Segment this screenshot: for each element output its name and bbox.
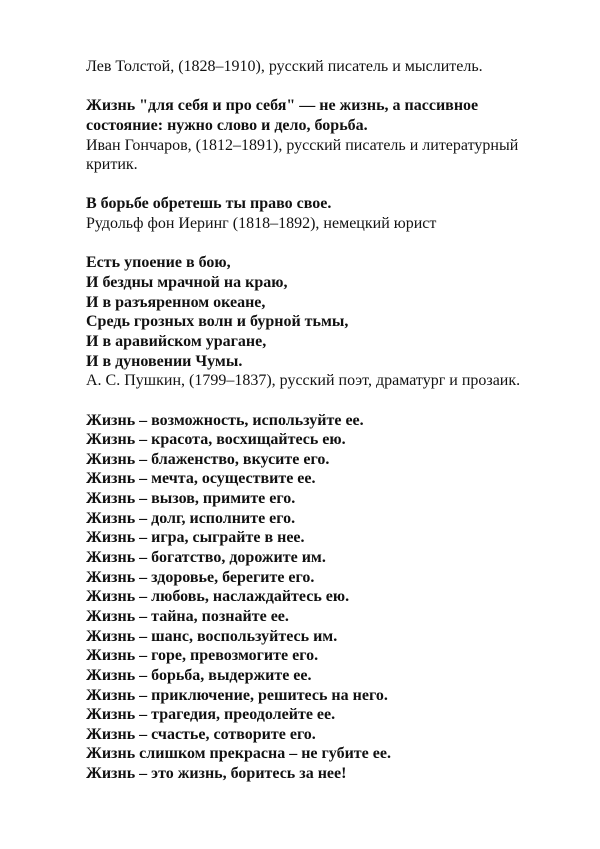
life-line: Жизнь – трагедия, преодолейте ее. bbox=[86, 706, 336, 724]
attribution-tolstoy: Лев Толстой, (1828–1910), русский писатель и мыслитель. bbox=[86, 58, 483, 75]
quote-goncharov-line: Жизнь "для себя и про себя" — не жизнь, а пассивное bbox=[86, 97, 479, 115]
attribution-iering: Рудольф фон Иеринг (1818–1892), немецкий юрист bbox=[86, 215, 437, 233]
life-line: Жизнь – любовь, наслаждайтесь ею. bbox=[86, 588, 350, 606]
life-line: Жизнь – мечта, осуществите ее. bbox=[86, 470, 316, 488]
life-list bbox=[86, 411, 586, 784]
life-line: Жизнь – тайна, познайте ее. bbox=[86, 607, 289, 625]
attribution-goncharov: критик. bbox=[86, 156, 138, 174]
attribution-goncharov: Иван Гончаров, (1812–1891), русский писатель и литературный bbox=[86, 136, 519, 154]
life-line: Жизнь – игра, сыграйте в нее. bbox=[86, 529, 305, 547]
poem-pushkin-line: И бездны мрачной на краю, bbox=[86, 274, 288, 292]
quote-iering: В борьбе обретешь ты право свое. bbox=[86, 195, 332, 213]
life-line: Жизнь – богатство, дорожите им. bbox=[86, 549, 326, 567]
life-line: Жизнь – шанс, воспользуйтесь им. bbox=[86, 627, 338, 645]
life-line: Жизнь – здоровье, берегите его. bbox=[86, 568, 315, 586]
paragraph-gap bbox=[86, 234, 586, 254]
attribution-pushkin: А. С. Пушкин, (1799–1837), русский поэт, драматург и прозаик. bbox=[86, 372, 521, 390]
life-line: Жизнь – блаженство, вкусите его. bbox=[86, 450, 330, 468]
paragraph-gap bbox=[86, 391, 586, 411]
life-line: Жизнь – вызов, примите его. bbox=[86, 490, 296, 508]
poem-pushkin-line: И в разъяренном океане, bbox=[86, 293, 266, 311]
quote-goncharov-line: состояние: нужно слово и дело, борьба. bbox=[86, 116, 368, 134]
document-page bbox=[86, 57, 586, 784]
life-line: Жизнь – приключение, решитесь на него. bbox=[86, 686, 388, 704]
life-line: Жизнь – счастье, сотворите его. bbox=[86, 725, 316, 743]
life-line: Жизнь – долг, исполните его. bbox=[86, 509, 296, 527]
life-line: Жизнь – горе, превозмогите его. bbox=[86, 647, 319, 665]
poem-pushkin-line: Средь грозных волн и бурной тьмы, bbox=[86, 313, 349, 331]
life-line: Жизнь – возможность, используйте ее. bbox=[86, 411, 364, 429]
life-line: Жизнь – борьба, выдержите ее. bbox=[86, 666, 312, 684]
life-line: Жизнь – это жизнь, боритесь за нее! bbox=[86, 765, 347, 783]
paragraph-gap bbox=[86, 175, 586, 195]
life-line: Жизнь – красота, восхищайтесь ею. bbox=[86, 431, 346, 449]
paragraph-gap bbox=[86, 77, 586, 97]
poem-pushkin-line: И в дуновении Чумы. bbox=[86, 352, 243, 370]
poem-pushkin-line: Есть упоение в бою, bbox=[86, 254, 231, 272]
poem-pushkin-line: И в аравийском урагане, bbox=[86, 332, 267, 350]
life-line: Жизнь слишком прекрасна – не губите ее. bbox=[86, 745, 391, 763]
